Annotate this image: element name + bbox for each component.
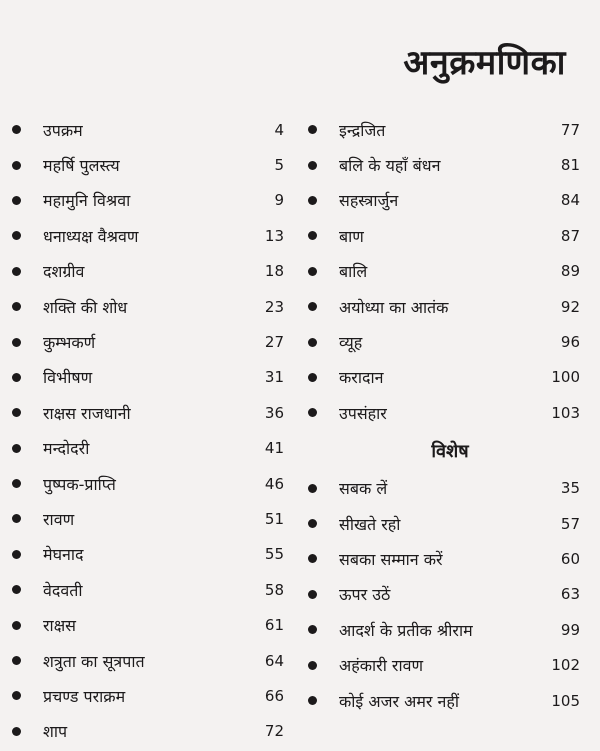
toc-entry-page: 35: [560, 479, 580, 498]
bullet-icon: [308, 161, 317, 170]
toc-entry-title: सबका सम्मान करें: [339, 549, 443, 569]
bullet-icon: [12, 125, 21, 134]
toc-entry-page: 63: [560, 585, 580, 604]
toc-entry-page: 46: [264, 474, 284, 493]
toc-entry: [12, 324, 284, 359]
toc-entry: [308, 360, 580, 395]
toc-entry: [308, 147, 580, 182]
toc-entry-title: बाण: [339, 226, 364, 246]
toc-entry: [12, 537, 284, 572]
toc-entry-title: अयोध्या का आतंक: [339, 297, 449, 317]
toc-entry: [12, 466, 284, 501]
toc-entry-page: 99: [560, 620, 580, 639]
toc-entry: [308, 289, 580, 324]
toc-entry: [12, 112, 284, 147]
toc-entry-title: दशग्रीव: [43, 262, 85, 282]
toc-entry-page: 60: [560, 549, 580, 568]
toc-entry-title: विभीषण: [43, 368, 93, 388]
toc-entry-title: मन्दोदरी: [43, 439, 90, 459]
bullet-icon: [12, 196, 21, 205]
bullet-icon: [12, 621, 21, 630]
toc-entry-title: सहस्त्रार्जुन: [339, 191, 399, 211]
toc-entry-page: 51: [264, 509, 284, 528]
toc-entry-title: प्रचण्ड पराक्रम: [43, 686, 126, 706]
toc-entry-title: इन्द्रजित: [339, 120, 386, 140]
toc-entry: [308, 647, 580, 682]
toc-entry-title: वेदवती: [43, 580, 83, 600]
toc-entry-title: कुम्भकर्ण: [43, 333, 96, 353]
bullet-icon: [308, 661, 317, 670]
bullet-icon: [308, 338, 317, 347]
toc-entry-page: 58: [264, 580, 284, 599]
toc-entry: [308, 506, 580, 541]
bullet-icon: [308, 519, 317, 528]
bullet-icon: [12, 727, 21, 736]
toc-entry: [12, 607, 284, 642]
toc-entry-page: 81: [560, 156, 580, 175]
toc-entry: [308, 471, 580, 506]
toc-entry-title: करादान: [339, 368, 384, 388]
toc-entry-page: 23: [264, 297, 284, 316]
toc-entry-page: 92: [560, 297, 580, 316]
toc-entry-title: सबक लें: [339, 479, 388, 499]
bullet-icon: [308, 484, 317, 493]
toc-entry: [12, 147, 284, 182]
toc-entry: [308, 218, 580, 253]
bullet-icon: [12, 267, 21, 276]
toc-entry-title: बलि के यहाँ बंधन: [339, 156, 441, 176]
toc-entry-page: 102: [551, 656, 580, 675]
bullet-icon: [308, 231, 317, 240]
toc-entry-page: 66: [264, 686, 284, 705]
bullet-icon: [308, 590, 317, 599]
bullet-icon: [308, 125, 317, 134]
toc-entry-page: 103: [551, 403, 580, 422]
toc-entry-page: 18: [264, 262, 284, 281]
toc-entry: [308, 612, 580, 647]
bullet-icon: [12, 231, 21, 240]
toc-entry: [12, 360, 284, 395]
bullet-icon: [308, 554, 317, 563]
toc-entry-page: 105: [551, 691, 580, 710]
toc-entry-page: 77: [560, 120, 580, 139]
bullet-icon: [12, 161, 21, 170]
toc-entry-title: ऊपर उठें: [339, 585, 391, 605]
toc-entry-title: अहंकारी रावण: [339, 656, 424, 676]
toc-entry-page: 100: [551, 368, 580, 387]
toc-entry: [12, 643, 284, 678]
toc-entry-page: 13: [264, 226, 284, 245]
toc-entry-title: शाप: [43, 722, 68, 742]
toc-entry-page: 72: [264, 722, 284, 741]
toc-entry-page: 31: [264, 368, 284, 387]
bullet-icon: [12, 691, 21, 700]
bullet-icon: [308, 408, 317, 417]
bullet-icon: [12, 338, 21, 347]
bullet-icon: [12, 514, 21, 523]
toc-entry: [12, 289, 284, 324]
toc-entry-title: आदर्श के प्रतीक श्रीराम: [339, 620, 473, 640]
toc-entry-page: 61: [264, 616, 284, 635]
toc-entry: [308, 112, 580, 147]
toc-entry: [308, 541, 580, 576]
bullet-icon: [308, 267, 317, 276]
toc-entry-title: व्यूह: [339, 333, 363, 353]
bullet-icon: [12, 373, 21, 382]
toc-entry-page: 9: [274, 191, 284, 210]
toc-entry: [308, 683, 580, 718]
bullet-icon: [308, 373, 317, 382]
toc-entry-page: 87: [560, 226, 580, 245]
toc-entry-title: उपसंहार: [339, 403, 387, 423]
toc-left-column: [12, 112, 284, 749]
bullet-icon: [12, 656, 21, 665]
toc-entry-title: मेघनाद: [43, 545, 84, 565]
bullet-icon: [308, 696, 317, 705]
toc-entry: [12, 572, 284, 607]
toc-entry: [12, 254, 284, 289]
toc-entry-title: राक्षस राजधानी: [43, 403, 131, 423]
toc-entry: [12, 218, 284, 253]
toc-entry-page: 89: [560, 262, 580, 281]
toc-entry: [308, 254, 580, 289]
toc-entry-title: राक्षस: [43, 616, 76, 636]
toc-entry-page: 36: [264, 403, 284, 422]
toc-entry-page: 84: [560, 191, 580, 210]
toc-entry: [308, 324, 580, 359]
bullet-icon: [308, 196, 317, 205]
page-title: अनुक्रमणिका: [403, 43, 566, 83]
bullet-icon: [308, 302, 317, 311]
toc-entry: [12, 714, 284, 749]
bullet-icon: [12, 302, 21, 311]
bullet-icon: [12, 444, 21, 453]
toc-entry-page: 5: [274, 156, 284, 175]
toc-entry-title: महर्षि पुलस्त्य: [43, 156, 120, 176]
toc-entry-title: सीखते रहो: [339, 514, 401, 534]
toc-entry: [308, 395, 580, 430]
toc-entry-page: 27: [264, 333, 284, 352]
toc-entry-title: उपक्रम: [43, 120, 83, 140]
toc-entry: [12, 678, 284, 713]
toc-entry-page: 96: [560, 333, 580, 352]
toc-entry-title: रावण: [43, 509, 75, 529]
toc-entry-title: कोई अजर अमर नहीं: [339, 691, 460, 711]
toc-entry: [12, 501, 284, 536]
bullet-icon: [308, 625, 317, 634]
toc-entry-title: बालि: [339, 262, 368, 282]
toc-entry-page: 4: [274, 120, 284, 139]
toc-entry: [308, 183, 580, 218]
bullet-icon: [12, 479, 21, 488]
toc-entry-title: पुष्पक-प्राप्ति: [43, 474, 116, 494]
toc-entry-page: 41: [264, 439, 284, 458]
toc-entry-title: धनाध्यक्ष वैश्रवण: [43, 226, 139, 246]
bullet-icon: [12, 408, 21, 417]
bullet-icon: [12, 550, 21, 559]
bullet-icon: [12, 585, 21, 594]
toc-entry: [12, 395, 284, 430]
section-heading-special: विशेष: [431, 440, 469, 462]
toc-entry-page: 55: [264, 545, 284, 564]
toc-entry-title: शक्ति की शोध: [43, 297, 128, 317]
toc-entry: [12, 431, 284, 466]
toc-entry-page: 64: [264, 651, 284, 670]
toc-entry: [308, 577, 580, 612]
toc-entry: [12, 183, 284, 218]
toc-entry-page: 57: [560, 514, 580, 533]
toc-entry-title: महामुनि विश्रवा: [43, 191, 131, 211]
toc-entry-title: शत्रुता का सूत्रपात: [43, 651, 145, 671]
toc-right-column: [308, 112, 580, 718]
